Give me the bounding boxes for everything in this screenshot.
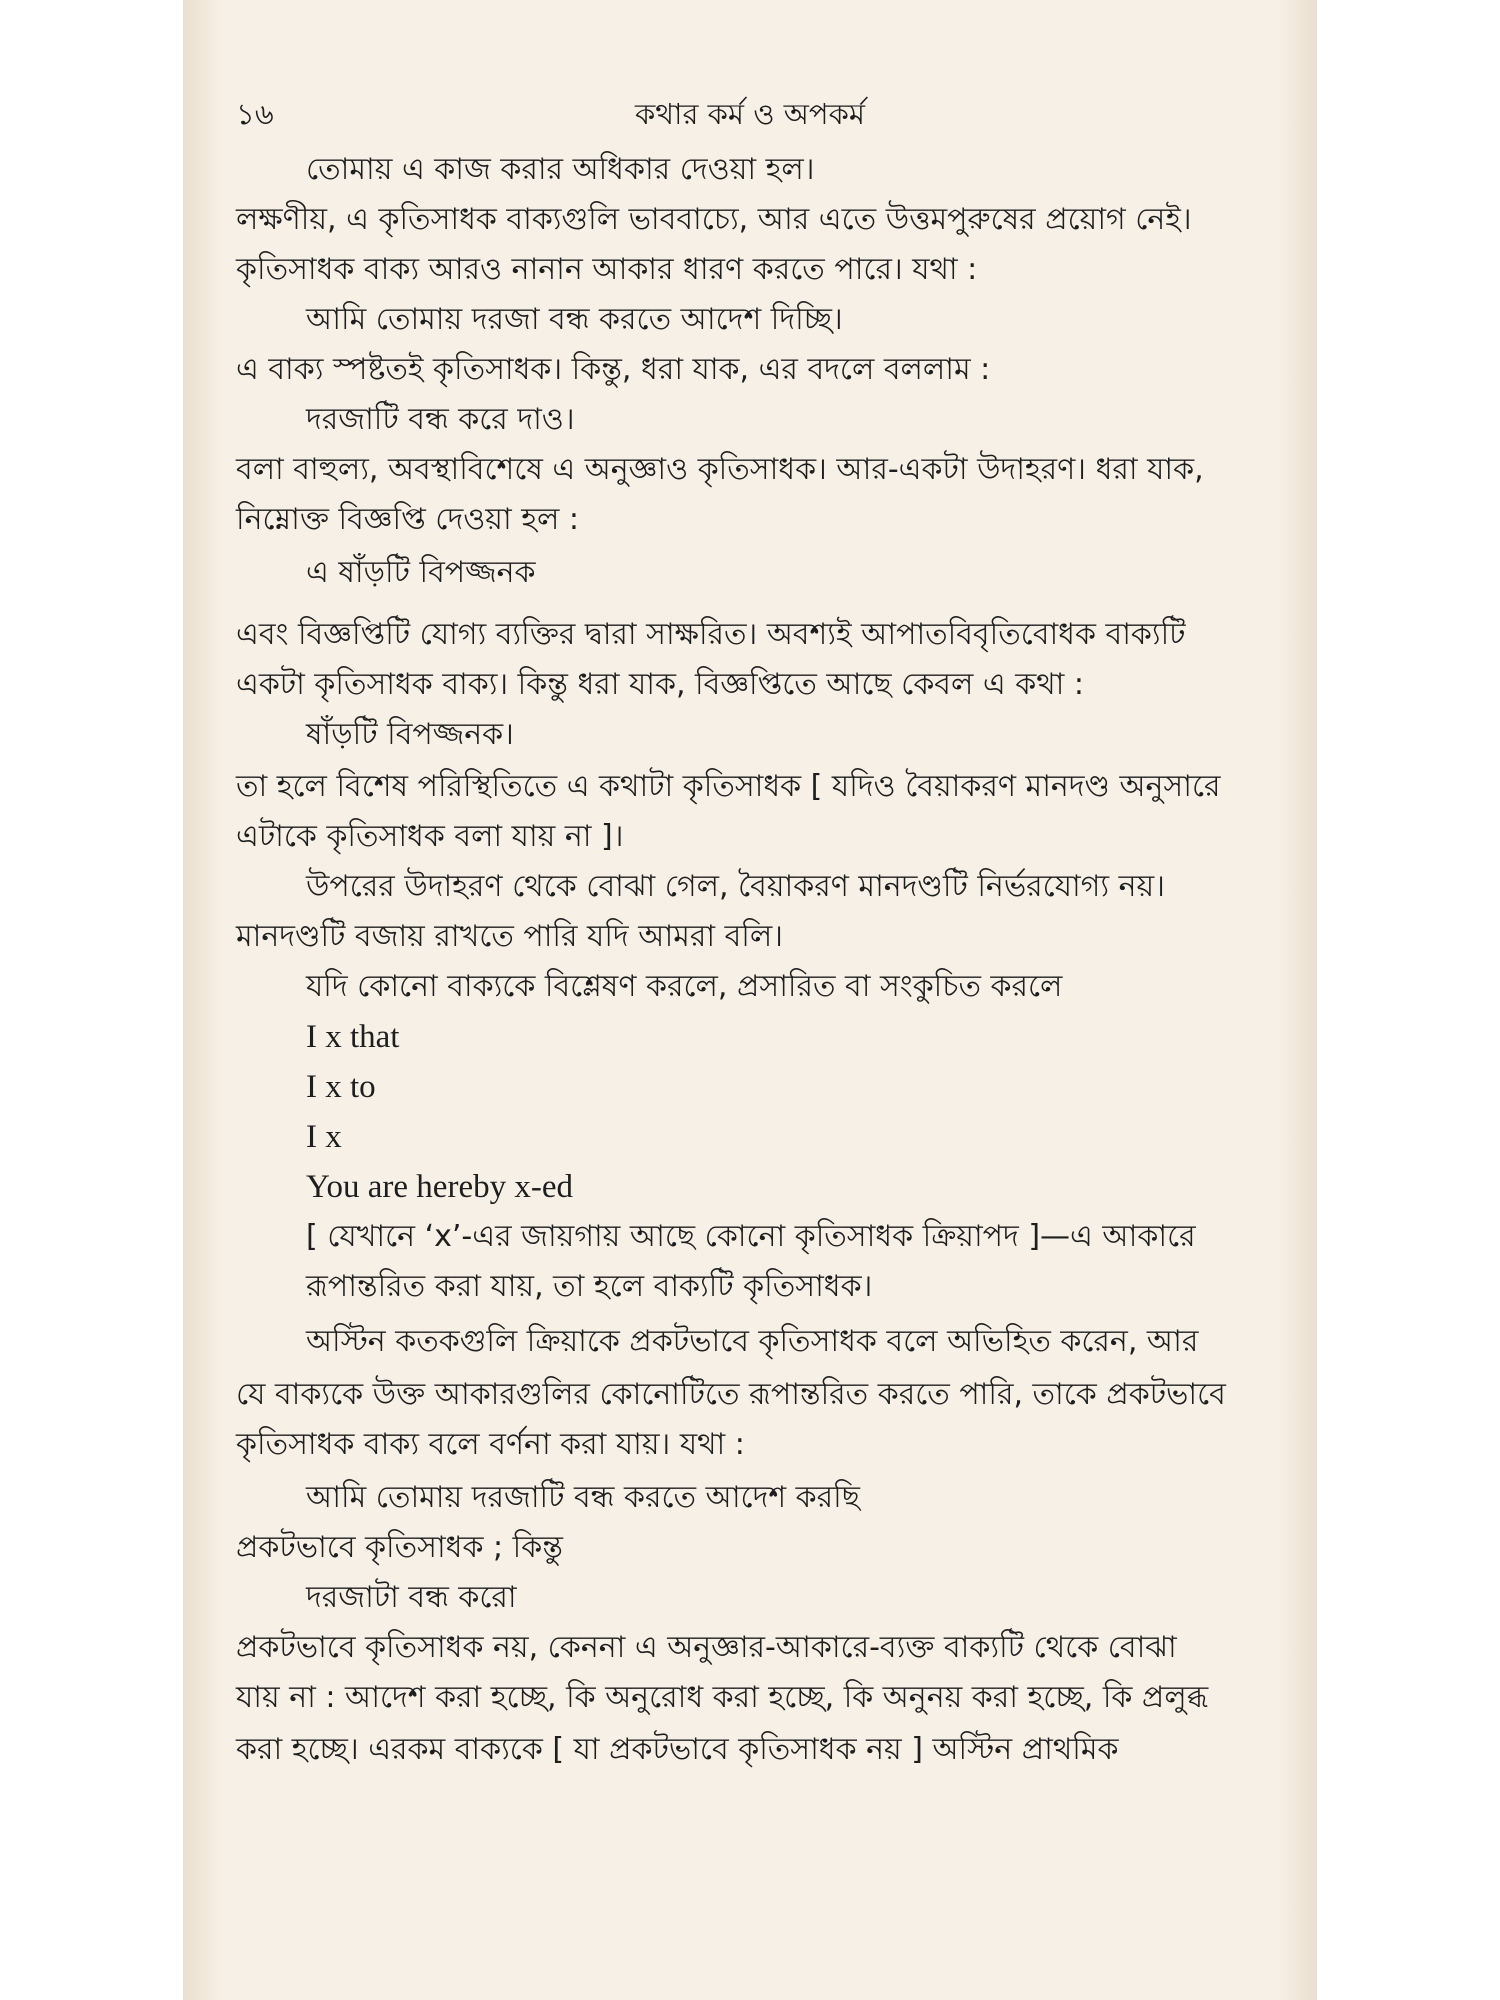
text-line: রূপান্তরিত করা যায়, তা হলে বাক্যটি কৃতিসাধক। (306, 1269, 873, 1304)
text-line: ষাঁড়টি বিপজ্জনক। (306, 717, 514, 752)
text-line: যায় না : আদেশ করা হচ্ছে, কি অনুরোধ করা হচ্ছে, কি অনুনয় করা হচ্ছে, কি প্রলুব্ধ (236, 1680, 1209, 1715)
book-page (183, 0, 1317, 2000)
text-line: You are hereby x-ed (306, 1169, 573, 1205)
text-line: যদি কোনো বাক্যকে বিশ্লেষণ করলে, প্রসারিত বা সংকুচিত করলে (306, 969, 1063, 1004)
text-line: দরজাটি বন্ধ করে দাও। (306, 402, 575, 437)
text-line: একটা কৃতিসাধক বাক্য। কিন্তু ধরা যাক, বিজ্ঞপ্তিতে আছে কেবল এ কথা : (236, 667, 1085, 702)
text-line: নিম্নোক্ত বিজ্ঞপ্তি দেওয়া হল : (236, 502, 579, 537)
text-line: বলা বাহুল্য, অবস্থাবিশেষে এ অনুজ্ঞাও কৃতিসাধক। আর-একটা উদাহরণ। ধরা যাক, (236, 452, 1204, 487)
text-line: এবং বিজ্ঞপ্তিটি যোগ্য ব্যক্তির দ্বারা সাক্ষরিত। অবশ্যই আপাতবিবৃতিবোধক বাক্যটি (236, 617, 1186, 652)
text-line: I x (306, 1119, 342, 1155)
text-line: লক্ষণীয়, এ কৃতিসাধক বাক্যগুলি ভাববাচ্যে, আর এতে উত্তমপুরুষের প্রয়োগ নেই। (236, 202, 1192, 237)
text-line: এটাকে কৃতিসাধক বলা যায় না ]। (236, 819, 624, 854)
text-line: কৃতিসাধক বাক্য আরও নানান আকার ধারণ করতে পারে। যথা : (236, 252, 978, 287)
text-line: আমি তোমায় দরজা বন্ধ করতে আদেশ দিচ্ছি। (306, 302, 843, 337)
text-line: তা হলে বিশেষ পরিস্থিতিতে এ কথাটা কৃতিসাধক [ যদিও বৈয়াকরণ মানদণ্ড অনুসারে (236, 769, 1221, 804)
text-line: [ যেখানে ‘x’-এর জায়গায় আছে কোনো কৃতিসাধক ক্রিয়াপদ ]—এ আকারে (306, 1219, 1196, 1254)
text-line: প্রকটভাবে কৃতিসাধক ; কিন্তু (236, 1530, 563, 1565)
text-line: প্রকটভাবে কৃতিসাধক নয়, কেননা এ অনুজ্ঞার-আকারে-ব্যক্ত বাক্যটি থেকে বোঝা (236, 1630, 1177, 1665)
text-line: এ ষাঁড়টি বিপজ্জনক (306, 555, 536, 590)
text-line: দরজাটা বন্ধ করো (306, 1580, 517, 1615)
text-line: করা হচ্ছে। এরকম বাক্যকে [ যা প্রকটভাবে কৃতিসাধক নয় ] অস্টিন প্রাথমিক (236, 1732, 1119, 1767)
running-title: কথার কর্ম ও অপকর্ম (634, 97, 865, 131)
text-line: আমি তোমায় দরজাটি বন্ধ করতে আদেশ করছি (306, 1480, 860, 1515)
text-line: এ বাক্য স্পষ্টতই কৃতিসাধক। কিন্তু, ধরা যাক, এর বদলে বললাম : (236, 352, 991, 387)
text-line: I x that (306, 1019, 400, 1055)
text-line: অস্টিন কতকগুলি ক্রিয়াকে প্রকটভাবে কৃতিসাধক বলে অভিহিত করেন, আর (306, 1324, 1199, 1359)
page-number: ১৬ (236, 97, 274, 131)
page-gutter-shadow (183, 0, 223, 2000)
text-line: মানদণ্ডটি বজায় রাখতে পারি যদি আমরা বলি। (236, 919, 783, 954)
text-line: I x to (306, 1069, 376, 1105)
page-edge-shadow (1277, 0, 1317, 2000)
text-line: কৃতিসাধক বাক্য বলে বর্ণনা করা যায়। যথা : (236, 1427, 745, 1462)
text-line: যে বাক্যকে উক্ত আকারগুলির কোনোটিতে রূপান্তরিত করতে পারি, তাকে প্রকটভাবে (236, 1377, 1226, 1412)
text-line: তোমায় এ কাজ করার অধিকার দেওয়া হল। (306, 152, 815, 187)
text-line: উপরের উদাহরণ থেকে বোঝা গেল, বৈয়াকরণ মানদণ্ডটি নির্ভরযোগ্য নয়। (306, 869, 1165, 904)
